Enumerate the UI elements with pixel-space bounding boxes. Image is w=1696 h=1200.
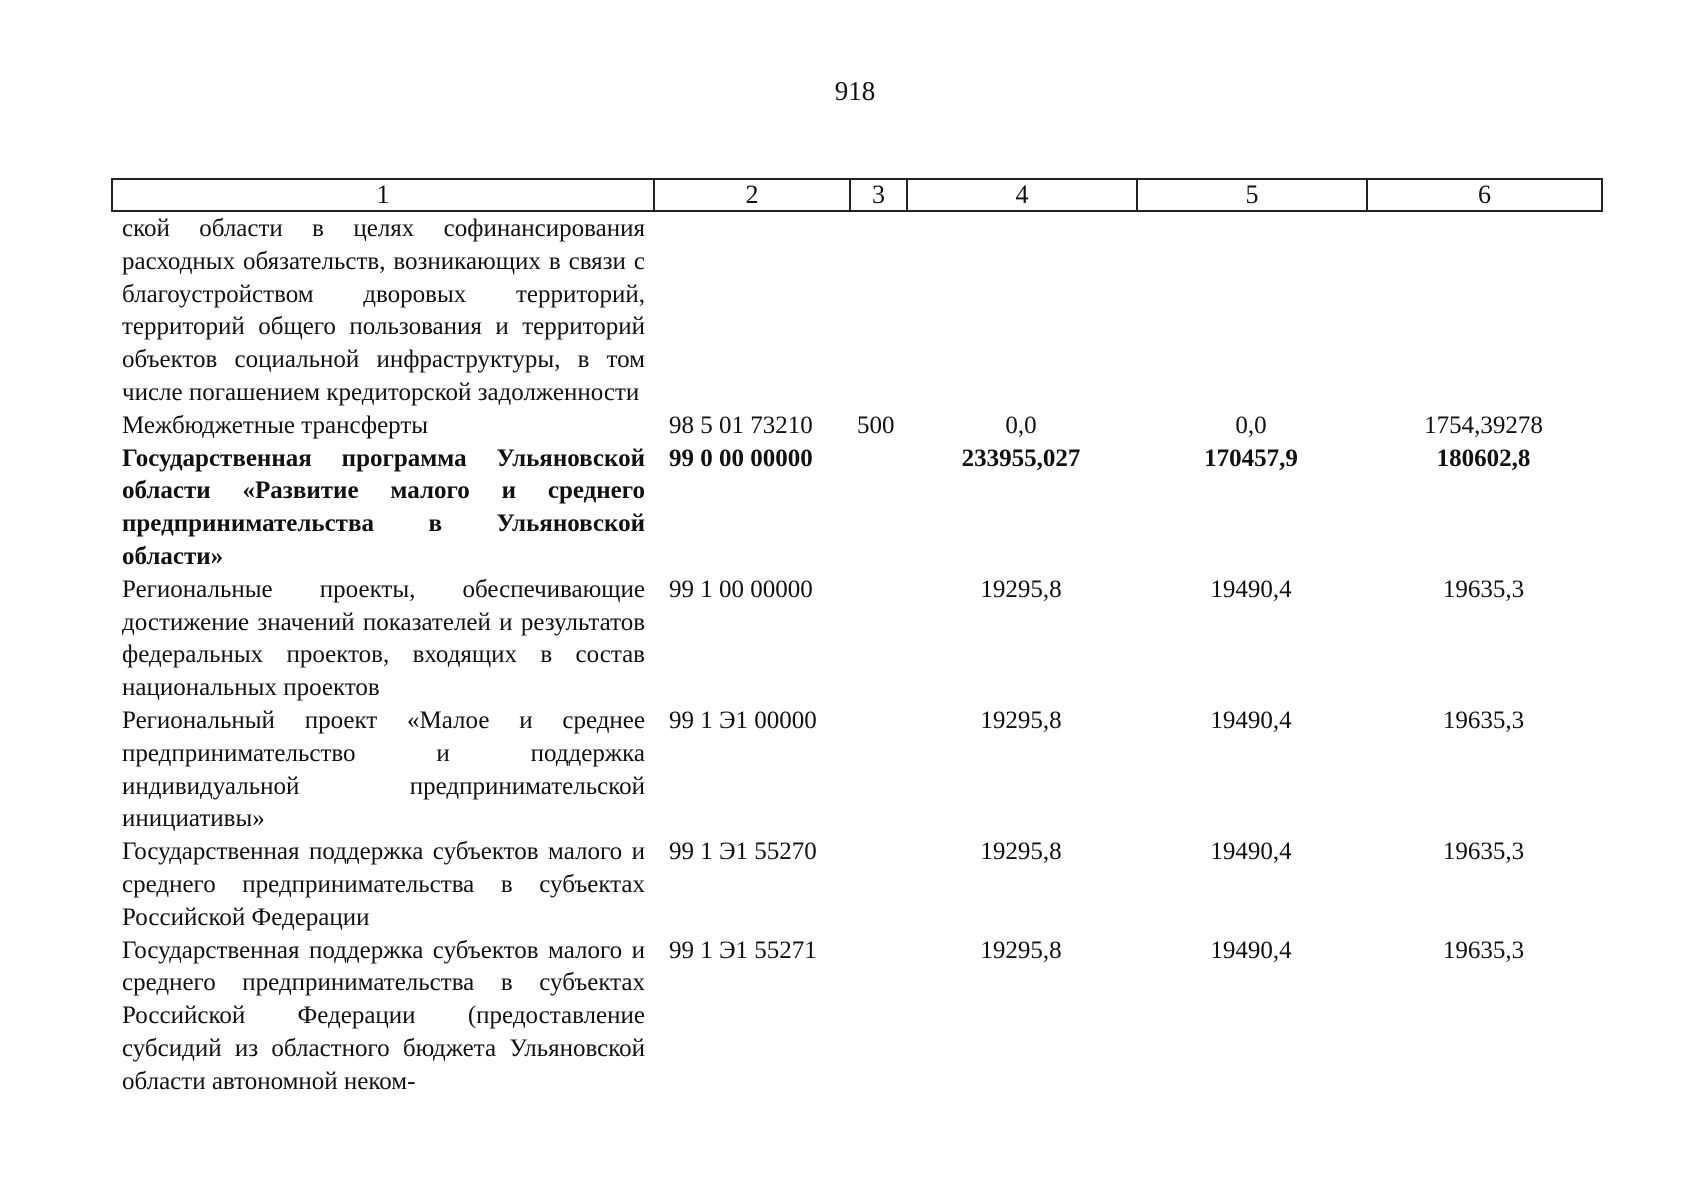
row-code: 99 1 00 00000 <box>669 575 813 603</box>
table-row <box>111 705 1601 836</box>
column-header-2: 2 <box>654 179 850 211</box>
row-name: Государственная программа Ульяновской области «Развитие малого и среднего предпринимательства в Ульяновской области» <box>122 444 645 570</box>
row-code: 99 0 00 00000 <box>669 444 813 472</box>
row-value-col4: 19295,8 <box>980 936 1062 964</box>
row-expense-type <box>849 836 906 934</box>
row-expense-type <box>849 935 906 1099</box>
budget-table <box>111 213 1601 1099</box>
row-name: Региональные проекты, обеспечивающие достижение значений показателей и результатов федеральных проектов, входящих в состав национальных проектов <box>122 575 645 702</box>
column-header-1: 1 <box>112 179 654 211</box>
row-value-col6: 1754,39278 <box>1424 411 1543 439</box>
table-body <box>111 213 1601 1099</box>
table-row <box>111 574 1601 705</box>
row-code: 99 1 Э1 00000 <box>669 706 817 734</box>
column-header-5: 5 <box>1137 179 1367 211</box>
table-row <box>111 443 1601 574</box>
row-value-col6: 19635,3 <box>1442 706 1525 734</box>
row-value-col4 <box>906 213 1136 410</box>
table-header <box>111 178 1603 212</box>
row-code: 99 1 Э1 55270 <box>669 838 817 866</box>
row-value-col4: 0,0 <box>1005 411 1037 439</box>
table-row <box>111 213 1601 410</box>
page-number: 918 <box>834 76 876 106</box>
row-value-col6: 19635,3 <box>1442 936 1525 964</box>
row-expense-type: 500 <box>857 411 895 439</box>
row-value-col5 <box>1136 213 1366 410</box>
column-header-6: 6 <box>1367 179 1602 211</box>
row-value-col6: 180602,8 <box>1436 444 1531 472</box>
row-value-col5: 19490,4 <box>1210 706 1292 734</box>
row-value-col6: 19635,3 <box>1442 838 1525 866</box>
row-name: ской области в целях софинансирования расходных обязательств, возникающих в связи с благоустройством дворовых территорий, территорий общего пользования и территорий объектов социальной инфраструктуры, в том числе погашением кредиторской задолженности <box>122 215 645 406</box>
row-name: Государственная поддержка субъектов малого и среднего предпринимательства в субъектах Российской Федерации (предоставление субсидий из областного бюджета Ульяновской области автономной неком- <box>122 936 645 1095</box>
column-header-3: 3 <box>850 179 907 211</box>
row-expense-type <box>849 213 906 410</box>
table-row <box>111 836 1601 934</box>
row-code: 99 1 Э1 55271 <box>669 936 817 964</box>
row-value-col6 <box>1366 213 1601 410</box>
row-value-col4: 19295,8 <box>980 575 1062 603</box>
column-header-4: 4 <box>907 179 1137 211</box>
row-code <box>653 213 849 410</box>
row-expense-type <box>849 443 906 574</box>
row-expense-type <box>849 705 906 836</box>
row-value-col5: 170457,9 <box>1204 444 1298 472</box>
row-value-col4: 19295,8 <box>980 838 1062 866</box>
table-row <box>111 410 1601 443</box>
row-value-col4: 19295,8 <box>980 706 1062 734</box>
row-code: 98 5 01 73210 <box>669 411 813 439</box>
row-value-col5: 0,0 <box>1235 411 1267 439</box>
row-value-col4: 233955,027 <box>961 444 1081 472</box>
row-value-col6: 19635,3 <box>1442 575 1525 603</box>
table-row <box>111 935 1601 1099</box>
row-value-col5: 19490,4 <box>1210 936 1292 964</box>
row-name: Региональный проект «Малое и среднее предпринимательство и поддержка индивидуальной предпринимательской инициативы» <box>122 706 645 833</box>
row-value-col5: 19490,4 <box>1210 575 1292 603</box>
row-name: Государственная поддержка субъектов малого и среднего предпринимательства в субъектах Российской Федерации <box>122 838 645 931</box>
row-expense-type <box>849 574 906 705</box>
row-name: Межбюджетные трансферты <box>122 411 429 439</box>
row-value-col5: 19490,4 <box>1210 838 1292 866</box>
